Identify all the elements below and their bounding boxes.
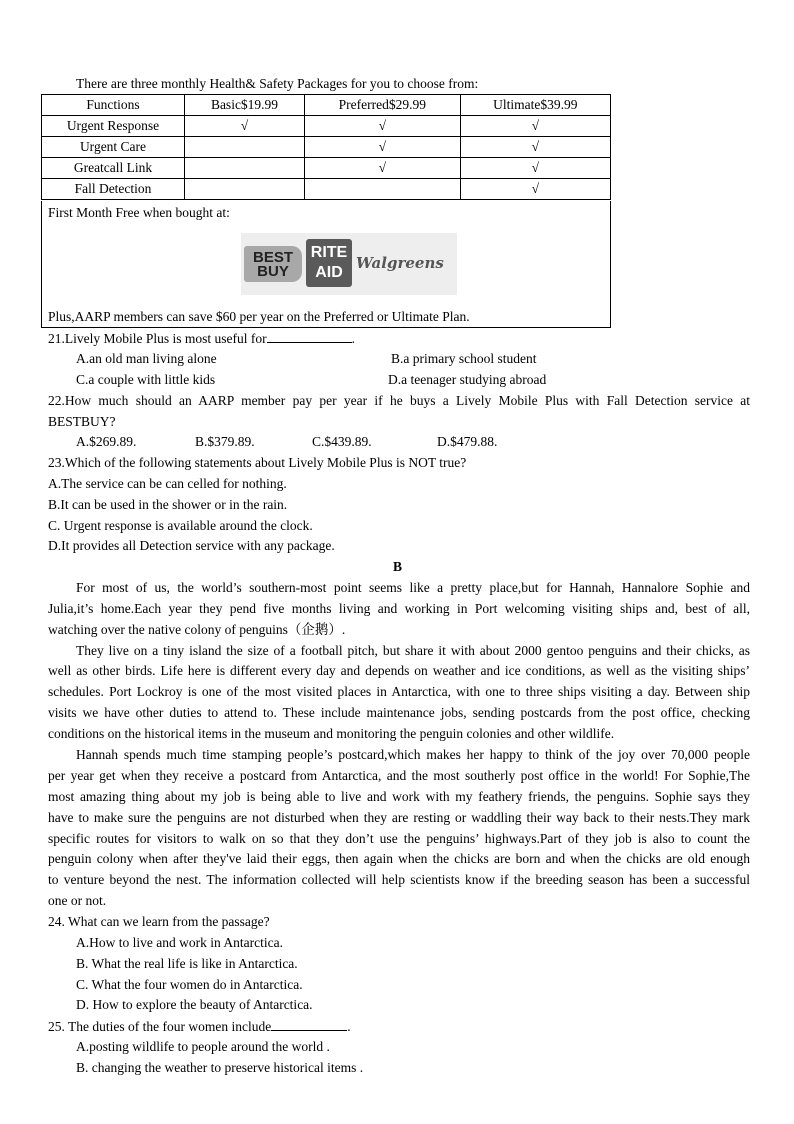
passage-line: well as other birds. Life here is different every day and depends on weather and ice conditions, as well as the visiting ships’ xyxy=(48,663,750,678)
passage-line: Hannah spends much time stamping people’s postcard,which makes her happy to think of the joy over 70,000 people xyxy=(76,747,750,762)
table-header-cell: Basic$19.99 xyxy=(185,95,305,116)
answer-blank xyxy=(271,1018,347,1031)
bestbuy-logo xyxy=(244,246,302,282)
table-header-cell: Ultimate$39.99 xyxy=(460,95,610,116)
table-cell xyxy=(185,137,305,158)
question-24-stem: 24. What can we learn from the passage? xyxy=(48,914,270,929)
option-24-b: B. What the real life is like in Antarctica. xyxy=(76,956,298,971)
table-header-row xyxy=(42,95,611,116)
option-23-d: D.It provides all Detection service with any package. xyxy=(48,538,335,553)
passage-line: have to make sure the penguins are not disturbed when they are resting or waddling their way back to their nests.They mark xyxy=(48,810,750,825)
table-header-cell: Functions xyxy=(42,95,185,116)
question-25-end: . xyxy=(347,1019,351,1034)
option-22-a: A.$269.89. xyxy=(76,434,137,449)
passage-line: to venture beyond the nest. The information collected will help scientists know if the breeding season has been a successful xyxy=(48,872,750,887)
option-24-d: D. How to explore the beauty of Antarctica. xyxy=(76,997,313,1012)
riteaid-logo-line: RITE xyxy=(310,244,348,261)
passage-line: schedules. Port Lockroy is one of the most visited places in Antarctica, with one to three ships visiting a day. Between ship xyxy=(48,684,750,699)
table-cell: √ xyxy=(460,158,610,179)
passage-line: For most of us, the world’s southern-most point seems like a pretty place,but for Hannah, Hannalore Sophie and xyxy=(76,580,750,595)
passage-line: Julia,it’s home.Each year they pend five months living and working in Port welcoming visiting ships and, best of all, xyxy=(48,601,750,616)
option-22-d: D.$479.88. xyxy=(437,434,498,449)
option-23-b: B.It can be used in the shower or in the rain. xyxy=(48,497,288,512)
option-21-b: B.a primary school student xyxy=(391,351,537,366)
table-cell: √ xyxy=(305,158,461,179)
option-24-c: C. What the four women do in Antarctica. xyxy=(76,977,303,992)
option-22-c: C.$439.89. xyxy=(312,434,372,449)
table-cell xyxy=(185,158,305,179)
passage-line: penguin colony when after they've laid their eggs, then again when the chicks are born and when the chicks are old enough xyxy=(48,851,750,866)
answer-blank xyxy=(267,330,352,343)
question-25 xyxy=(48,1018,351,1035)
bestbuy-logo-line: BUY xyxy=(257,263,289,280)
table-cell: √ xyxy=(460,137,610,158)
table-cell: Urgent Response xyxy=(42,116,185,137)
question-21 xyxy=(48,330,355,347)
table-row xyxy=(42,179,611,200)
passage-line: most amazing thing about my job is being able to live and work with my feathery friends, the penguins. Sophie says they xyxy=(48,789,750,804)
question-22-line: BESTBUY? xyxy=(48,414,116,429)
option-21-c: C.a couple with little kids xyxy=(76,372,216,387)
question-21-stem: 21.Lively Mobile Plus is most useful for xyxy=(48,331,267,346)
aarp-note: Plus,AARP members can save $60 per year on the Preferred or Ultimate Plan. xyxy=(48,309,470,324)
option-23-a: A.The service can be can celled for nothing. xyxy=(48,476,287,491)
table-cell: √ xyxy=(305,137,461,158)
riteaid-logo-line: AID xyxy=(315,264,343,281)
question-23-stem: 23.Which of the following statements about Lively Mobile Plus is NOT true? xyxy=(48,455,467,470)
passage-line: one or not. xyxy=(48,893,107,908)
question-25-stem: 25. The duties of the four women include xyxy=(48,1019,272,1034)
table-row xyxy=(42,116,611,137)
option-21-a: A.an old man living alone xyxy=(76,351,217,366)
walgreens-logo: Walgreens xyxy=(356,254,444,272)
passage-line: They live on a tiny island the size of a football pitch, but share it with about 2000 gentoo penguins and their chicks, as xyxy=(76,643,750,658)
table-cell: √ xyxy=(460,116,610,137)
table-cell: Greatcall Link xyxy=(42,158,185,179)
question-22-line: 22.How much should an AARP member pay per year if he buys a Lively Mobile Plus with Fall Detection service at xyxy=(48,393,750,408)
option-22-b: B.$379.89. xyxy=(195,434,255,449)
table-row xyxy=(42,137,611,158)
passage-line: per year get when they receive a postcard from Antarctica, and the most southerly post office in the world! For Sophie,The xyxy=(48,768,750,783)
question-21-end: . xyxy=(351,331,355,346)
section-b-heading: B xyxy=(393,559,403,574)
table-cell: √ xyxy=(460,179,610,200)
option-25-a: A.posting wildlife to people around the world . xyxy=(76,1039,330,1054)
table-cell xyxy=(305,179,461,200)
packages-table xyxy=(41,94,611,200)
table-cell: √ xyxy=(305,116,461,137)
packages-intro: There are three monthly Health& Safety Packages for you to choose from: xyxy=(76,76,479,91)
passage-line: conditions on the historical items in the museum and monitoring the penguin colonies and other wildlife. xyxy=(48,726,615,741)
passage-line: visits we have other duties to attend to. These include maintenance jobs, sending postcards from the post office, checking xyxy=(48,705,750,720)
option-21-d: D.a teenager studying abroad xyxy=(388,372,547,387)
option-25-b: B. changing the weather to preserve historical items . xyxy=(76,1060,364,1075)
table-cell: √ xyxy=(185,116,305,137)
table-cell xyxy=(185,179,305,200)
table-cell: Urgent Care xyxy=(42,137,185,158)
table-header-cell: Preferred$29.99 xyxy=(305,95,461,116)
riteaid-logo xyxy=(306,239,352,287)
bestbuy-logo-line: BEST xyxy=(252,249,293,266)
table-cell: Fall Detection xyxy=(42,179,185,200)
option-23-c: C. Urgent response is available around the clock. xyxy=(48,518,313,533)
first-month-free-text: First Month Free when bought at: xyxy=(48,205,230,220)
table-row xyxy=(42,158,611,179)
option-24-a: A.How to live and work in Antarctica. xyxy=(76,935,283,950)
passage-line: specific routes for visitors to walk on so that they don’t use the penguins’ highways.Part of they job is also to count the xyxy=(48,831,750,846)
passage-line: watching over the native colony of penguins（企鹅）. xyxy=(48,622,346,637)
